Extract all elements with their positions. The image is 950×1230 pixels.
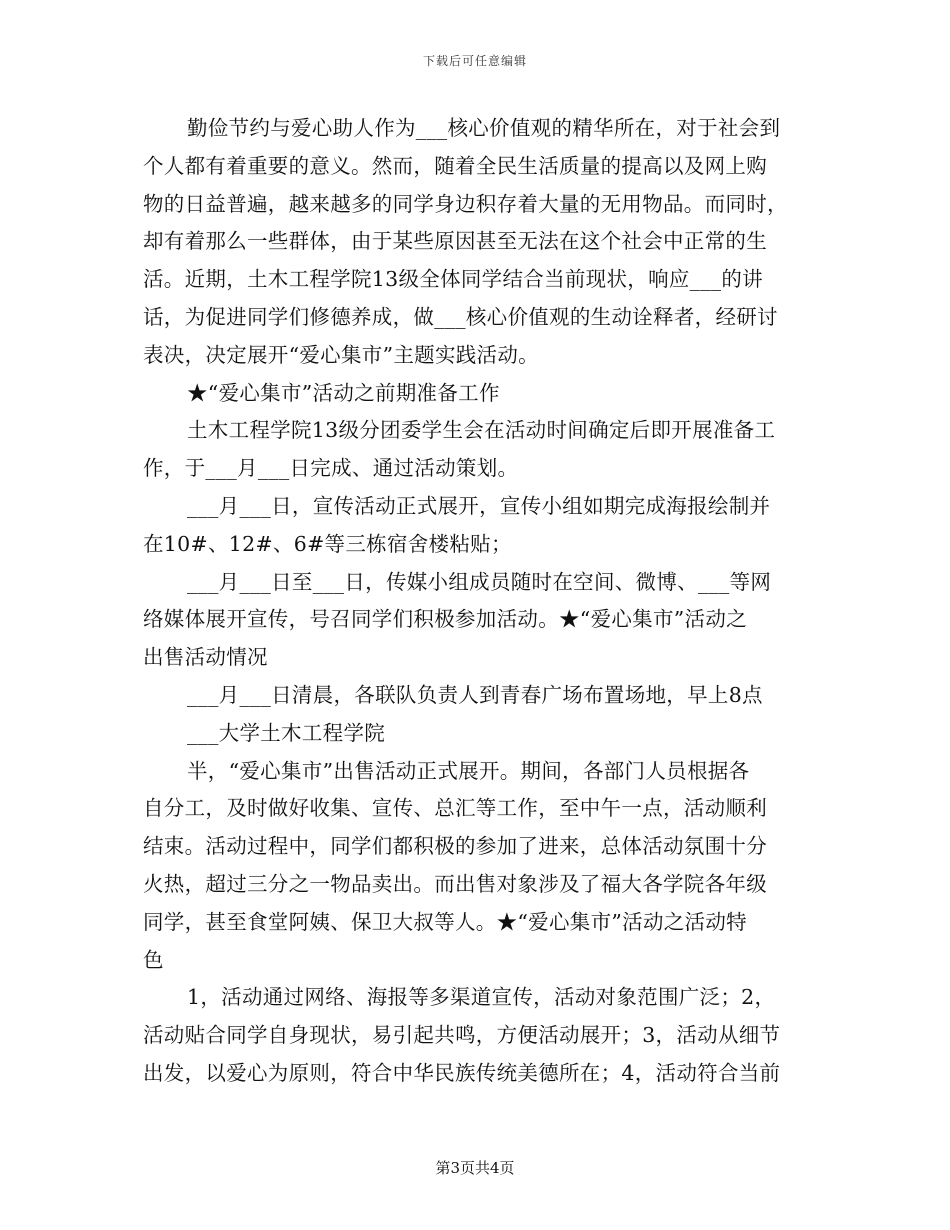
text-line: ___大学土木工程学院 <box>187 720 386 745</box>
text-line: 个人都有着重要的意义。然而，随着全民生活质量的提高以及网上购 <box>143 153 767 178</box>
text-line: 勤俭节约与爱心助人作为___核心价值观的精华所在，对于社会到 <box>187 116 781 140</box>
text-line: 结束。活动过程中，同学们都积极的参加了进来，总体活动氛围十分 <box>143 834 767 859</box>
text-line: 色 <box>143 947 164 972</box>
text-line: 物的日益普遍，越来越多的同学身边积存着大量的无用物品。而同时， <box>143 191 788 216</box>
text-line: 络媒体展开宣传，号召同学们积极参加活动。★“爱心集市”活动之 <box>143 607 747 632</box>
text-line: 同学，甚至食堂阿姨、保卫大叔等人。★“爱心集市”活动之活动特 <box>143 909 747 934</box>
text-line: 话，为促进同学们修德养成，做___核心价值观的生动诠释者，经研讨 <box>143 304 778 329</box>
page-footer: 第3页共4页 <box>435 1159 515 1177</box>
text-line: 在10#、12#、6#等三栋宿舍楼粘贴； <box>143 531 512 556</box>
text-line: 作，于___月___日完成、通过活动策划。 <box>143 456 519 481</box>
text-line: 活。近期，土木工程学院13级全体同学结合当前现状，响应___的讲 <box>143 267 763 292</box>
text-line: 表决，决定展开“爱心集市”主题实践活动。 <box>143 342 539 367</box>
text-line: 土木工程学院13级分团委学生会在活动时间确定后即开展准备工 <box>187 418 776 443</box>
document-body <box>143 110 823 1093</box>
text-line: 自分工，及时做好收集、宣传、总汇等工作，至中午一点，活动顺利 <box>143 796 767 821</box>
text-line: ___月___日清晨，各联队负责人到青春广场布置场地，早上8点 <box>187 682 763 707</box>
text-line: ___月___日，宣传活动正式展开，宣传小组如期完成海报绘制并 <box>187 493 771 518</box>
text-line: 火热，超过三分之一物品卖出。而出售对象涉及了福大各学院各年级 <box>143 871 767 896</box>
text-line: 却有着那么一些群体，由于某些原因甚至无法在这个社会中正常的生 <box>143 229 767 254</box>
text-line: ___月___日至___日，传媒小组成员随时在空间、微博、___等网 <box>187 569 772 594</box>
text-line: 出发，以爱心为原则，符合中华民族传统美德所在；4，活动符合当前 <box>143 1060 781 1085</box>
text-line: 1，活动通过网络、海报等多渠道宣传，活动对象范围广泛；2， <box>187 985 776 1010</box>
text-line: 出售活动情况 <box>143 645 268 670</box>
text-line: 半，“爱心集市”出售活动正式展开。期间，各部门人员根据各 <box>187 758 750 783</box>
text-line: 活动贴合同学自身现状，易引起共鸣，方便活动展开；3，活动从细节 <box>143 1023 781 1048</box>
page-header: 下载后可任意编辑 <box>422 54 527 68</box>
section-heading: ★“爱心集市”活动之前期准备工作 <box>187 380 500 405</box>
